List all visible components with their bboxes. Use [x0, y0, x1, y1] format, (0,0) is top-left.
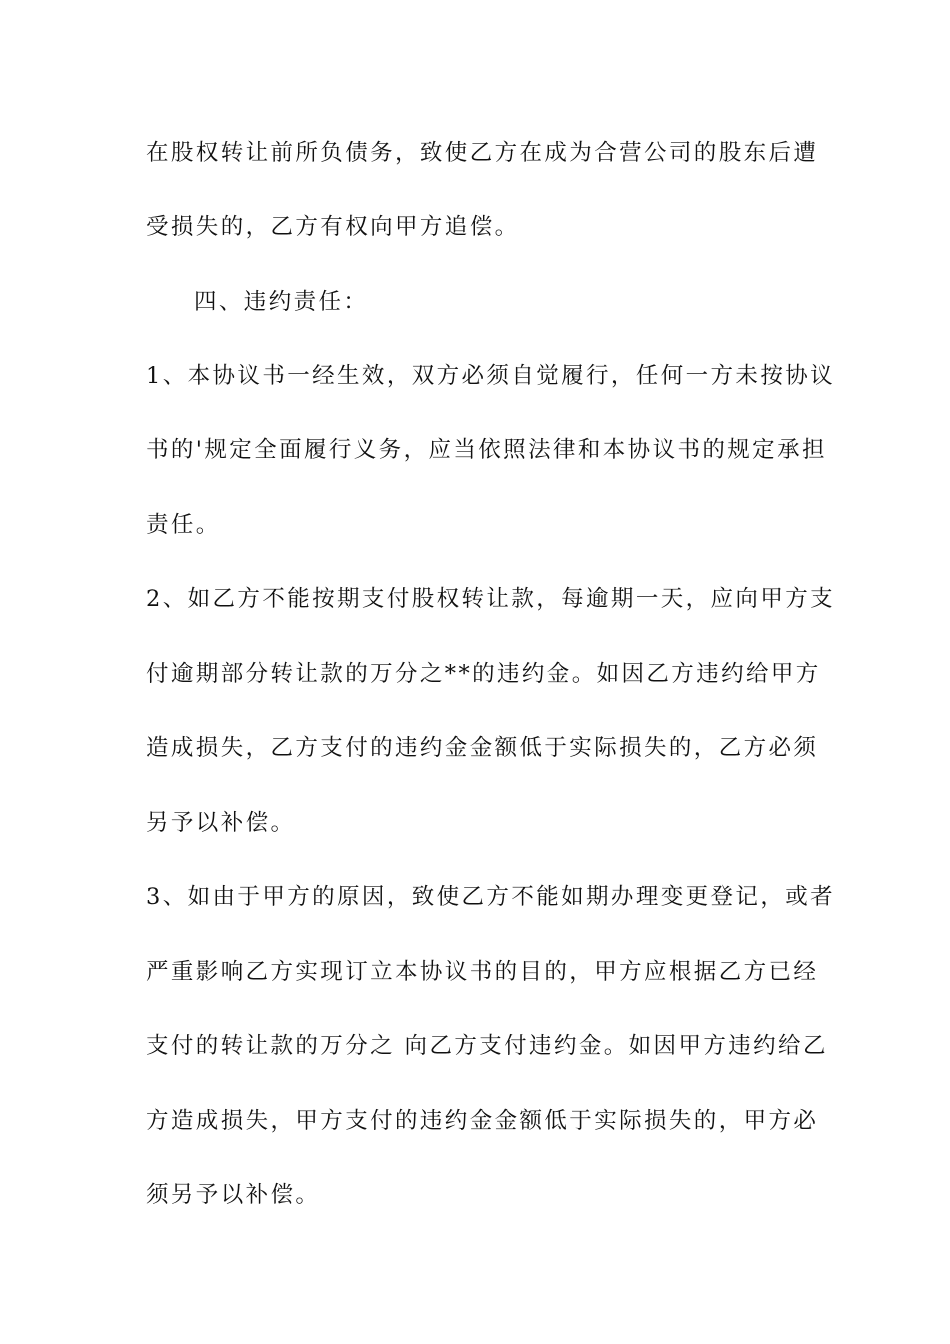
- text-line: 受损失的，乙方有权向甲方追偿。: [146, 214, 520, 240]
- text-line: 1、本协议书一经生效，双方必须自觉履行，任何一方未按协议: [146, 363, 836, 389]
- text-line: 2、如乙方不能按期支付股权转让款，每逾期一天，应向甲方支: [146, 586, 836, 612]
- text-line: 另予以补偿。: [146, 810, 296, 836]
- text-line: 付逾期部分转让款的万分之**的违约金。如因乙方违约给甲方: [146, 661, 821, 687]
- section-heading: 四、违约责任：: [194, 289, 369, 315]
- text-line: 支付的转让款的万分之 向乙方支付违约金。如因甲方违约给乙: [146, 1033, 828, 1059]
- text-line: 书的'规定全面履行义务，应当依照法律和本协议书的规定承担: [146, 437, 827, 463]
- text-line: 严重影响乙方实现订立本协议书的目的，甲方应根据乙方已经: [146, 959, 819, 985]
- text-line: 3、如由于甲方的原因，致使乙方不能如期办理变更登记，或者: [146, 884, 836, 910]
- text-line: 造成损失，乙方支付的违约金金额低于实际损失的，乙方必须: [146, 735, 819, 761]
- text-line: 方造成损失，甲方支付的违约金金额低于实际损失的，甲方必: [146, 1108, 819, 1134]
- text-line: 在股权转让前所负债务，致使乙方在成为合营公司的股东后遭: [146, 140, 819, 166]
- text-line: 须另予以补偿。: [146, 1182, 321, 1208]
- text-line: 责任。: [146, 512, 221, 538]
